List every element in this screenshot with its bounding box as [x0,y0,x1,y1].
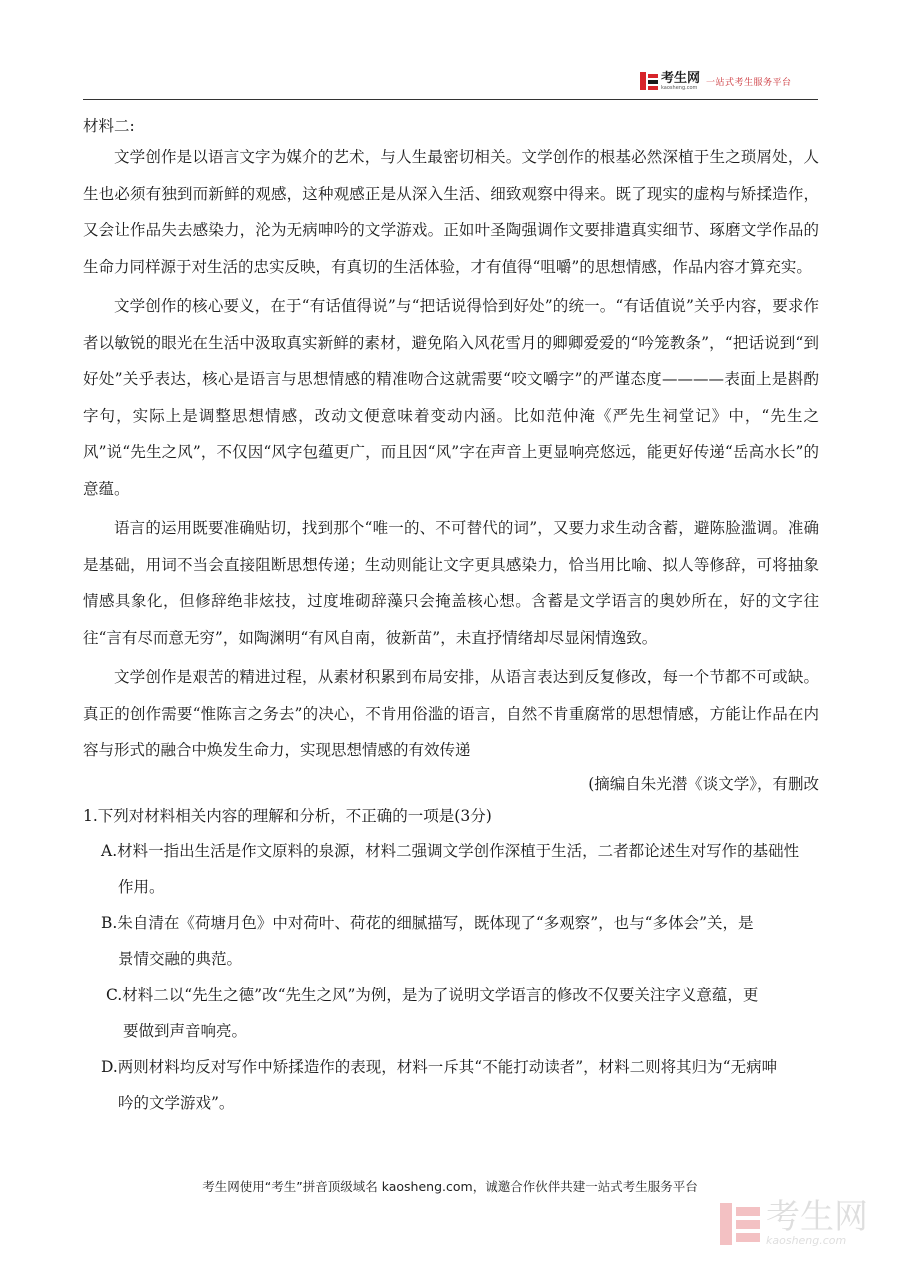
question-stem: 1.下列对材料相关内容的理解和分析，不正确的一项是(3分) [83,806,492,825]
document-body [83,113,819,1121]
option-d [101,1049,819,1121]
logo-icon [640,72,658,90]
watermark-name: 考生网 [766,1197,868,1237]
option-c [106,977,819,1049]
option-b-line2: 景情交融的典范。 [118,949,243,968]
header-divider [83,99,818,100]
material-paragraph-3: 语言的运用既要准确贴切，找到那个“唯一的、不可替代的词”，又要力求生动含蓄，避陈脸滥调。准确是基础，用词不当会直接阻断思想传递；生动则能让文字更具感染力，恰当用比喻、拟人等修辞，可将抽象情感具象化，但修辞绝非炫技，过度堆砌辞藻只会掩盖核心想。含蓄是文学语言的奥妙所在，好的文字往往“言有尽而意无穷”，如陶渊明“有风自南，彼新苗”，未直抒情绪却尽显闲情逸致。 [83,519,819,647]
logo-name: 考生网 [661,70,701,86]
watermark-domain: kaosheng.com [766,1234,847,1247]
option-d-line2: 吟的文学游戏”。 [118,1093,235,1112]
option-a-line2: 作用。 [118,877,165,896]
logo-domain: kaosheng.com [661,84,698,91]
option-a-line1: A.材料一指出生活是作文原料的泉源，材料二强调文学创作深植于生活，二者都论述生对写作的基础性 [101,841,800,860]
watermark-logo-icon [720,1203,760,1245]
option-a [101,833,819,905]
option-c-line2: 要做到声音响亮。 [123,1021,248,1040]
option-d-line1: D.两则材料均反对写作中矫揉造作的表现，材料一斥其“不能打动读者”，材料二则将其归为“无病呻 [101,1057,778,1076]
material-paragraph-2: 文学创作的核心要义，在于“有话值得说”与“把话说得恰到好处”的统一。“有话值说”关乎内容，要求作者以敏锐的眼光在生活中汲取真实新鲜的素材，避免陷入风花雪月的卿卿爱爱的“吟笼教条”，“把话说到“到好处”关乎表达，核心是语言与思想情感的精准吻合这就需要“咬文嚼字”的严谨态度————表面上是斟酌字句，实际上是调整思想情感，改动文便意味着变动内涵。比如范仲淹《严先生祠堂记》中，“先生之风”说“先生之风”，不仅因“风字包蕴更广，而且因“风”字在声音上更显响亮悠远，能更好传递“岳高水长”的意蕴。 [83,297,819,498]
material-paragraph-1: 文学创作是以语言文字为媒介的艺术，与人生最密切相关。文学创作的根基必然深植于生之琐屑处，人生也必须有独到而新鲜的观感，这种观感正是从深入生活、细致观察中得来。既了现实的虚构与矫揉造作，又会让作品失去感染力，沦为无病呻吟的文学游戏。正如叶圣陶强调作文要排遣真实细节、琢磨文学作品的生命力同样源于对生活的忠实反映，有真切的生活体验，才有值得“咀嚼”的思想情感，作品内容才算充实。 [83,148,819,276]
option-b-line1: B.朱自清在《荷塘月色》中对荷叶、荷花的细腻描写，既体现了“多观察”，也与“多体会”关，是 [101,913,754,932]
material-label: 材料二: [83,117,135,135]
header-logo[interactable] [640,70,792,92]
source-citation: (摘编自朱光潜《谈文学》，有删改 [588,774,819,793]
page-footer: 考生网使用“考生”拼音顶级域名 kaosheng.com，诚邀合作伙伴共建一站式考生服务平台 [202,1179,698,1194]
option-b [101,905,819,977]
material-paragraph-4: 文学创作是艰苦的精进过程，从素材积累到布局安排，从语言表达到反复修改，每一个节都不可或缺。真正的创作需要“惟陈言之务去”的决心，不肯用俗滥的语言，自然不肯重腐常的思想情感，方能让作品在内容与形式的融合中焕发生命力，实现思想情感的有效传递 [83,668,819,759]
header-slogan: 一站式考生服务平台 [706,77,792,88]
option-c-line1: C.材料二以“先生之德”改“先生之风”为例，是为了说明文学语言的修改不仅要关注字义意蕴，更 [106,985,759,1004]
watermark [720,1197,868,1247]
logo-text [661,72,700,91]
